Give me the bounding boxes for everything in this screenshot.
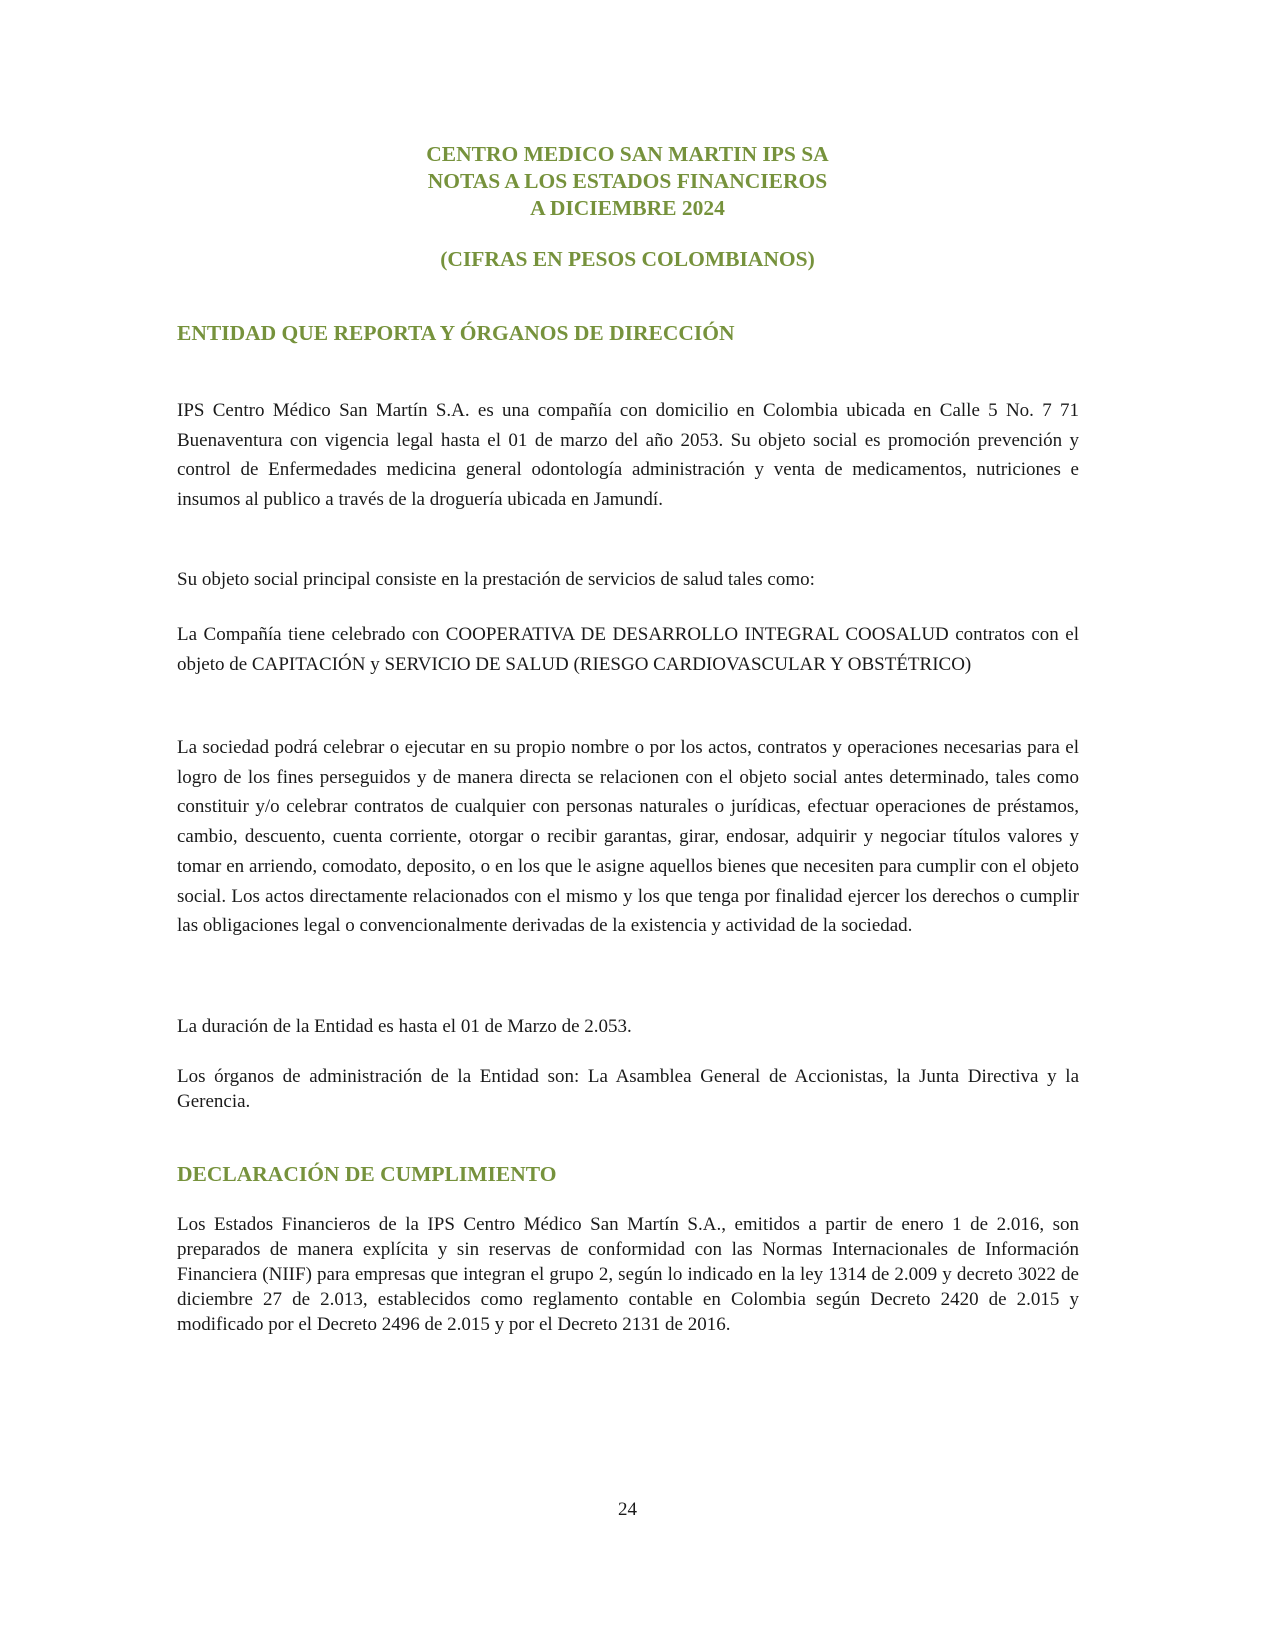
page-number: 24 [618,1499,637,1520]
paragraph-compliance: Los Estados Financieros de la IPS Centro Médico San Martín S.A., emitidos a partir de enero 1 de 2.016, son preparados de manera explícita y sin reservas de conformidad con las Normas Internacionales de Información Financiera (NIIF) para empresas que integran el grupo 2, según lo indicado en la ley 1314 de 2.009 y decreto 3022 de diciembre 27 de 2.013, establecidos como reglamento contable en Colombia según Decreto 2420 de 2.015 y modificado por el Decreto 2496 de 2.015 y por el Decreto 2131 de 2016. [177,1214,1079,1335]
section-heading-entidad: ENTIDAD QUE REPORTA Y ÓRGANOS DE DIRECCIÓN [177,321,735,345]
title-notes: NOTAS A LOS ESTADOS FINANCIEROS [427,169,828,193]
section-heading-declaracion: DECLARACIÓN DE CUMPLIMIENTO [177,1162,557,1186]
document-title [0,141,1255,273]
title-date: A DICIEMBRE 2024 [530,196,725,220]
paragraph-objeto-social: Su objeto social principal consiste en la prestación de servicios de salud tales como: [177,569,815,590]
title-currency-note: (CIFRAS EN PESOS COLOMBIANOS) [440,247,815,271]
paragraph-company-description: IPS Centro Médico San Martín S.A. es una compañía con domicilio en Colombia ubicada en Calle 5 No. 7 71 Buenaventura con vigencia legal hasta el 01 de marzo del año 2053. Su objeto social es promoción prevención y control de Enfermedades medicina general odontología administración y venta de medicamentos, nutriciones e insumos al publico a través de la droguería ubicada en Jamundí. [177,400,1079,511]
paragraph-sociedad-operations: La sociedad podrá celebrar o ejecutar en su propio nombre o por los actos, contratos y operaciones necesarias para el logro de los fines perseguidos y de manera directa se relacionen con el objeto social antes determinado, tales como constituir y/o celebrar contratos de cualquier con personas naturales o jurídicas, efectuar operaciones de préstamos, cambio, descuento, cuenta corriente, otorgar o recibir garantas, girar, endosar, adquirir y negociar títulos valores y tomar en arriendo, comodato, deposito, o en los que le asigne aquellos bienes que necesiten para cumplir con el objeto social. Los actos directamente relacionados con el mismo y los que tenga por finalidad ejercer los derechos o cumplir las obligaciones legal o convencionalmente derivadas de la existencia y actividad de la sociedad. [177,737,1079,937]
paragraph-duration: La duración de la Entidad es hasta el 01 de Marzo de 2.053. [177,1016,632,1037]
paragraph-contracts: La Compañía tiene celebrado con COOPERATIVA DE DESARROLLO INTEGRAL COOSALUD contratos con el objeto de CAPITACIÓN y SERVICIO DE SALUD (RIESGO CARDIOVASCULAR Y OBSTÉTRICO) [177,624,1079,675]
title-company: CENTRO MEDICO SAN MARTIN IPS SA [426,142,829,166]
paragraph-governing-bodies: Los órganos de administración de la Entidad son: La Asamblea General de Accionistas, la Junta Directiva y la Gerencia. [177,1066,1079,1112]
